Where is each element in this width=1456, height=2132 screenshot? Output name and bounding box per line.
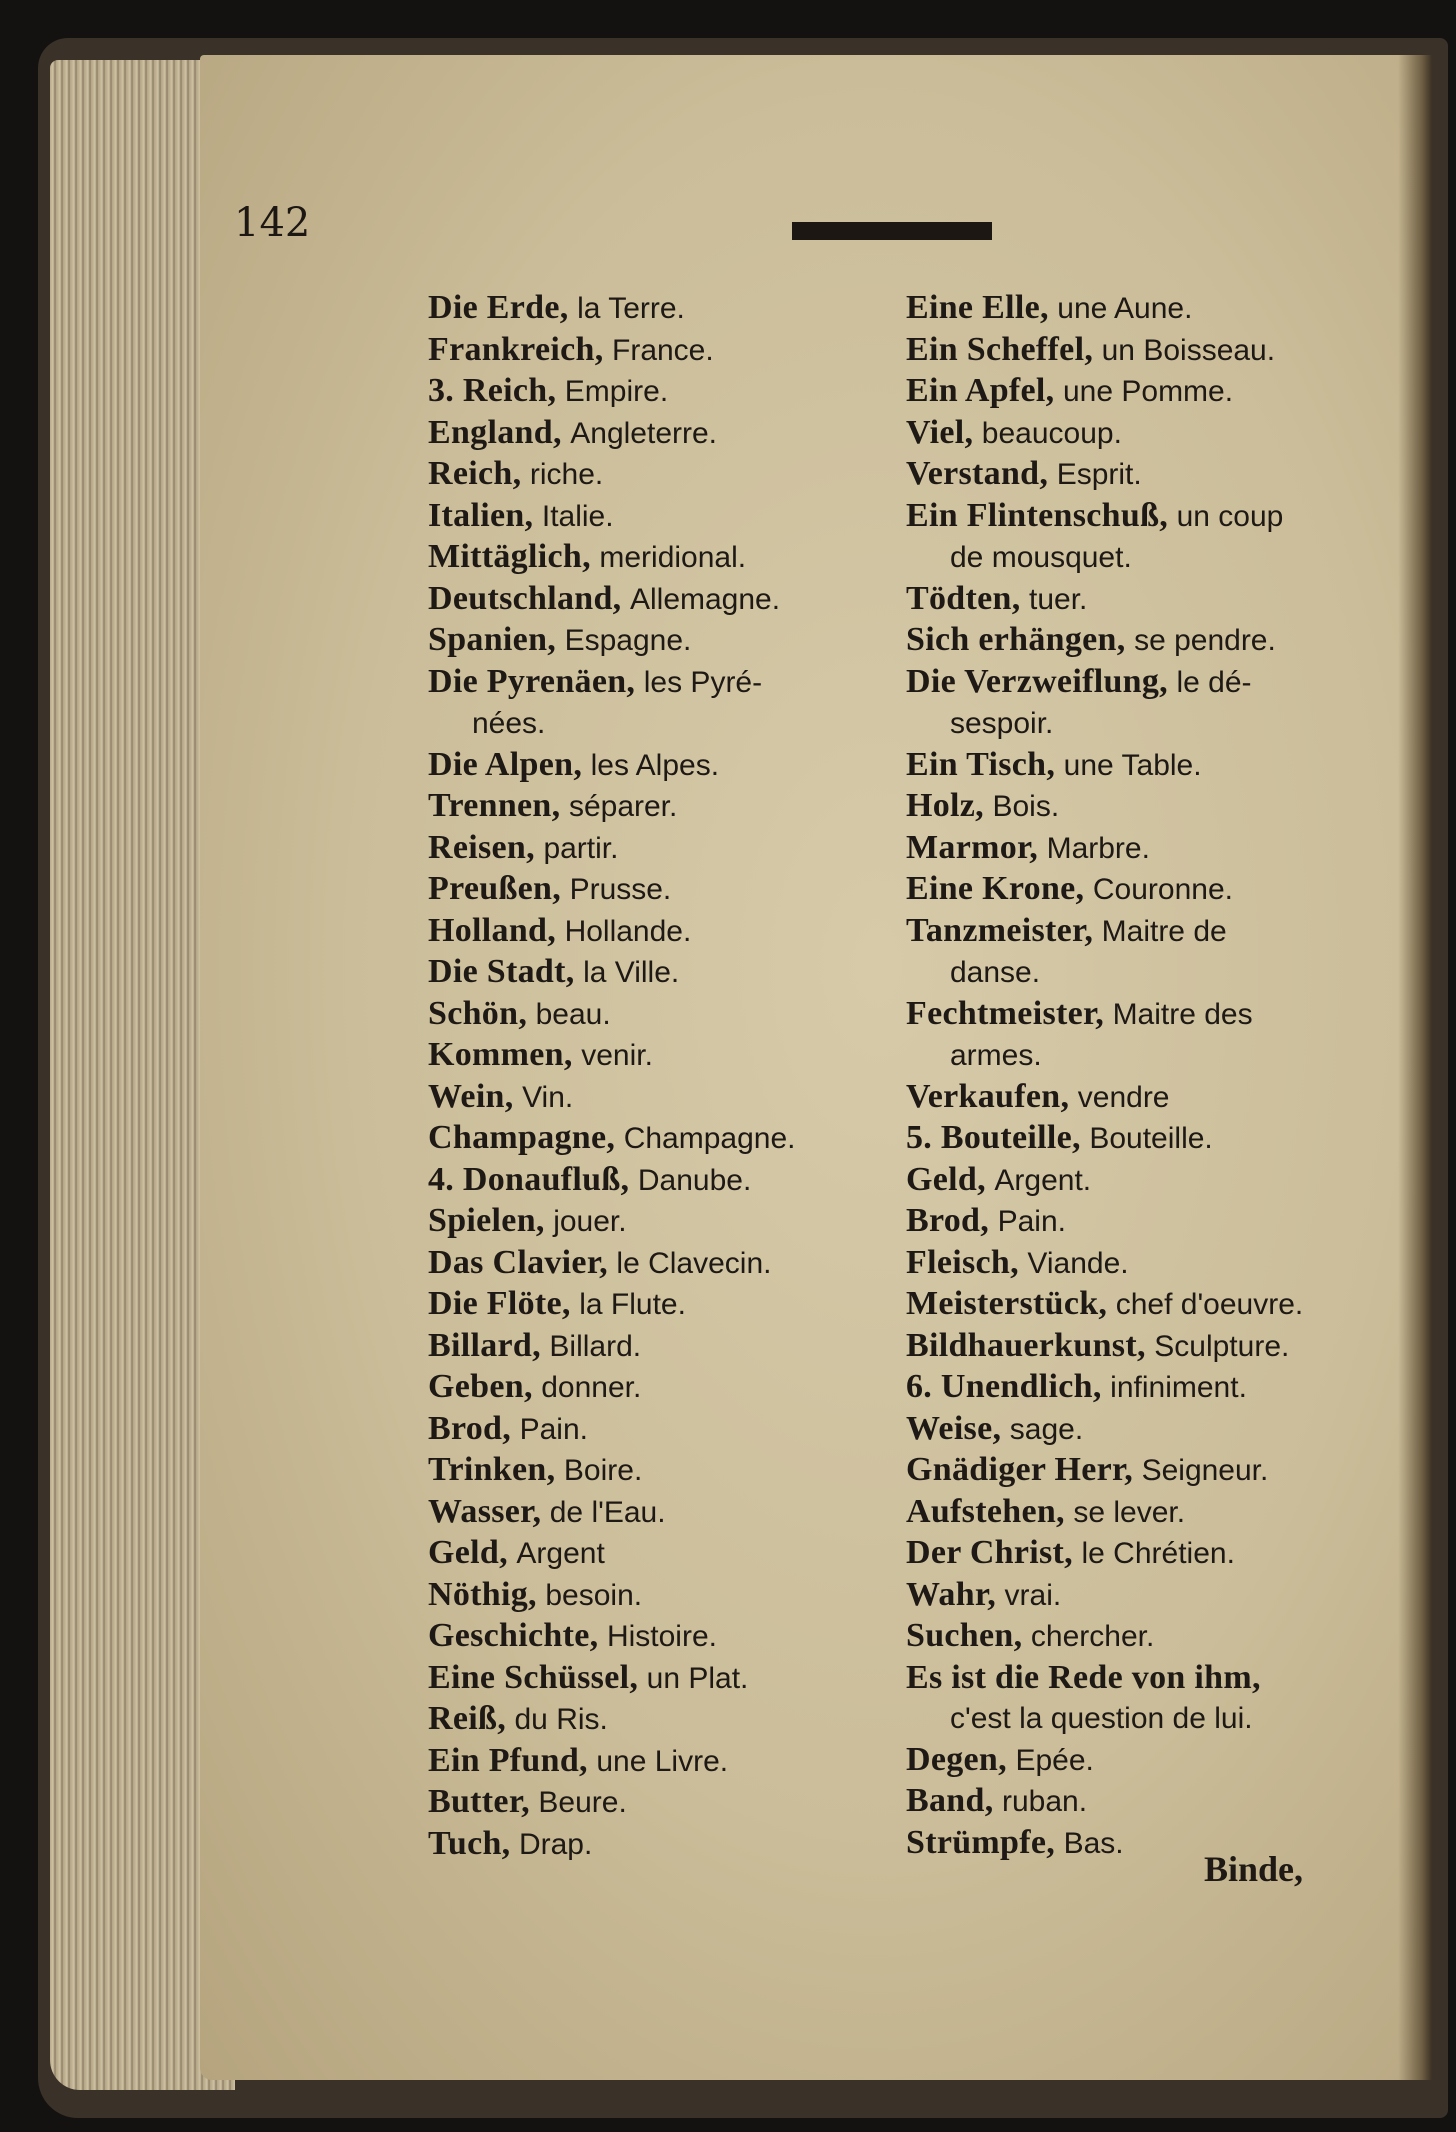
french-translation: venir. bbox=[581, 1039, 653, 1072]
german-word: Eine Krone, bbox=[906, 870, 1085, 907]
vocab-entry bbox=[906, 869, 1346, 911]
header-rule bbox=[792, 222, 992, 240]
french-translation: Prusse. bbox=[569, 873, 672, 906]
left-column bbox=[428, 288, 878, 1865]
french-translation: Argent. bbox=[994, 1163, 1092, 1197]
french-translation: armes. bbox=[950, 1039, 1042, 1072]
vocab-entry bbox=[428, 1284, 878, 1326]
french-translation: sespoir. bbox=[950, 707, 1054, 740]
german-word: Die Erde, bbox=[428, 289, 569, 326]
french-translation: Boire. bbox=[563, 1454, 643, 1487]
french-translation: du Ris. bbox=[514, 1703, 608, 1736]
french-translation: vendre bbox=[1077, 1080, 1170, 1114]
french-translation: une Livre. bbox=[596, 1744, 729, 1778]
german-word: Billard, bbox=[428, 1326, 541, 1364]
french-translation: une Aune. bbox=[1057, 292, 1193, 325]
vocab-entry bbox=[906, 1616, 1346, 1658]
german-word: Ein Apfel, bbox=[906, 372, 1055, 409]
vocab-entry bbox=[906, 703, 1346, 745]
german-word: Champagne, bbox=[428, 1119, 616, 1156]
french-translation: Esprit. bbox=[1056, 458, 1142, 491]
german-word: Preußen, bbox=[428, 870, 562, 907]
german-word: Die Pyrenäen, bbox=[428, 662, 636, 700]
vocab-entry bbox=[428, 1160, 878, 1202]
french-translation: Marbre. bbox=[1046, 831, 1150, 865]
german-word: Spanien, bbox=[428, 621, 557, 658]
vocab-entry bbox=[906, 1367, 1346, 1409]
vocab-entry bbox=[428, 1077, 878, 1119]
french-translation: Histoire. bbox=[606, 1620, 717, 1653]
french-translation: Espagne. bbox=[564, 624, 692, 657]
french-translation: jouer. bbox=[553, 1205, 627, 1238]
vocab-entry bbox=[906, 745, 1346, 787]
french-translation: chef d'oeuvre. bbox=[1115, 1288, 1304, 1321]
german-word: Brod, bbox=[428, 1409, 512, 1447]
french-translation: besoin. bbox=[545, 1578, 643, 1612]
right-column bbox=[906, 288, 1346, 1864]
vocab-entry bbox=[906, 371, 1346, 413]
german-word: Ein Tisch, bbox=[906, 745, 1056, 783]
german-word: Die Alpen, bbox=[428, 745, 583, 783]
german-word: Verkaufen, bbox=[906, 1077, 1070, 1115]
french-translation: de l'Eau. bbox=[549, 1495, 666, 1529]
german-word: Ein Scheffel, bbox=[906, 330, 1094, 368]
french-translation: Maitre de bbox=[1101, 914, 1227, 948]
german-word: Fechtmeister, bbox=[906, 994, 1105, 1032]
vocab-entry bbox=[906, 579, 1346, 621]
vocab-entry bbox=[906, 537, 1346, 579]
vocab-entry bbox=[428, 1243, 878, 1285]
french-translation: ruban. bbox=[1002, 1785, 1088, 1818]
french-translation: un Boisseau. bbox=[1101, 333, 1276, 367]
vocab-entry bbox=[428, 828, 878, 870]
german-word: Frankreich, bbox=[428, 330, 604, 368]
vocab-entry bbox=[906, 911, 1346, 953]
vocab-entry bbox=[906, 1450, 1346, 1492]
german-word: Kommen, bbox=[428, 1036, 573, 1073]
german-word: Tuch, bbox=[428, 1824, 511, 1862]
vocab-entry bbox=[428, 1118, 878, 1160]
vocab-entry bbox=[906, 620, 1346, 662]
german-word: Tanzmeister, bbox=[906, 911, 1094, 949]
french-translation: Epée. bbox=[1015, 1743, 1094, 1777]
vocab-entry bbox=[906, 952, 1346, 994]
french-translation: le dé- bbox=[1176, 665, 1252, 699]
french-translation: Empire. bbox=[564, 375, 669, 408]
vocab-entry bbox=[428, 1741, 878, 1783]
german-word: Viel, bbox=[906, 413, 974, 451]
french-translation: tuer. bbox=[1029, 582, 1088, 616]
french-translation: les Alpes. bbox=[590, 748, 720, 782]
german-word: Sich erhängen, bbox=[906, 621, 1126, 658]
vocab-entry bbox=[906, 330, 1346, 372]
vocab-entry bbox=[428, 1409, 878, 1451]
german-word: Wein, bbox=[428, 1077, 514, 1115]
german-word: 6. Unendlich, bbox=[906, 1368, 1102, 1405]
german-word: 3. Reich, bbox=[428, 372, 557, 409]
vocab-entry bbox=[428, 911, 878, 953]
german-word: Weise, bbox=[906, 1409, 1002, 1447]
vocab-entry bbox=[428, 1533, 878, 1575]
french-translation: Viande. bbox=[1027, 1246, 1129, 1280]
french-translation: Italie. bbox=[541, 499, 614, 533]
german-word: Schön, bbox=[428, 994, 528, 1032]
german-word: Degen, bbox=[906, 1740, 1007, 1778]
german-word: Nöthig, bbox=[428, 1575, 537, 1613]
french-translation: le Chrétien. bbox=[1081, 1537, 1235, 1570]
page-number: 142 bbox=[234, 200, 311, 246]
vocab-entry bbox=[906, 1035, 1346, 1077]
french-translation: Drap. bbox=[518, 1827, 593, 1861]
french-translation: un coup bbox=[1176, 499, 1284, 533]
catchword: Binde, bbox=[1204, 1849, 1304, 1889]
vocab-entry bbox=[428, 620, 878, 662]
german-word: Der Christ, bbox=[906, 1534, 1073, 1571]
german-word: Bildhauerkunst, bbox=[906, 1326, 1146, 1364]
vocab-entry bbox=[906, 786, 1346, 828]
german-word: Gnädiger Herr, bbox=[906, 1451, 1134, 1488]
vocab-entry bbox=[906, 1326, 1346, 1368]
french-translation: Billard. bbox=[549, 1329, 642, 1363]
vocab-entry bbox=[428, 869, 878, 911]
vocab-entry bbox=[428, 1367, 878, 1409]
french-translation: partir. bbox=[543, 831, 619, 865]
vocab-entry bbox=[906, 1492, 1346, 1534]
vocab-entry bbox=[428, 662, 878, 704]
french-translation: meridional. bbox=[599, 541, 747, 574]
vocab-entry bbox=[906, 454, 1346, 496]
vocab-entry bbox=[906, 413, 1346, 455]
vocab-entry bbox=[906, 662, 1346, 704]
gutter-shadow bbox=[1398, 55, 1432, 2080]
french-translation: Bois. bbox=[992, 790, 1060, 823]
french-translation: beau. bbox=[535, 997, 611, 1031]
german-word: Band, bbox=[906, 1782, 994, 1819]
german-word: Meisterstück, bbox=[906, 1285, 1108, 1322]
vocab-entry bbox=[428, 952, 878, 994]
vocab-entry bbox=[428, 1492, 878, 1534]
vocab-entry bbox=[428, 1824, 878, 1866]
vocab-entry bbox=[428, 454, 878, 496]
vocab-entry bbox=[428, 786, 878, 828]
french-translation: une Table. bbox=[1063, 748, 1202, 782]
german-word: Reich, bbox=[428, 455, 522, 492]
vocab-entry bbox=[428, 1575, 878, 1617]
german-word: Eine Schüssel, bbox=[428, 1658, 639, 1696]
vocab-entry bbox=[428, 579, 878, 621]
french-translation: c'est la question de lui. bbox=[950, 1702, 1253, 1735]
french-translation: Argent bbox=[516, 1537, 605, 1570]
vocab-entry bbox=[906, 1243, 1346, 1285]
french-translation: une Pomme. bbox=[1062, 375, 1234, 408]
french-translation: Couronne. bbox=[1092, 873, 1233, 906]
german-word: Ein Flintenschuß, bbox=[906, 496, 1169, 534]
vocab-entry bbox=[428, 413, 878, 455]
german-word: Trinken, bbox=[428, 1451, 556, 1488]
vocab-entry bbox=[428, 703, 878, 745]
vocab-entry bbox=[906, 288, 1346, 330]
german-word: Die Stadt, bbox=[428, 953, 575, 990]
german-word: Wasser, bbox=[428, 1492, 542, 1530]
german-word: Die Flöte, bbox=[428, 1285, 571, 1322]
german-word: Reiß, bbox=[428, 1700, 506, 1737]
vocab-entry bbox=[428, 1326, 878, 1368]
german-word: Holland, bbox=[428, 911, 557, 949]
german-word: Tödten, bbox=[906, 579, 1021, 617]
german-word: Marmor, bbox=[906, 828, 1039, 866]
german-word: England, bbox=[428, 413, 562, 451]
vocab-entry bbox=[428, 371, 878, 413]
vocab-entry bbox=[428, 1782, 878, 1824]
vocab-entry bbox=[906, 1077, 1346, 1119]
french-translation: Seigneur. bbox=[1141, 1454, 1269, 1487]
german-word: Geld, bbox=[906, 1160, 986, 1198]
french-translation: Bas. bbox=[1063, 1826, 1124, 1860]
vocab-entry bbox=[428, 1450, 878, 1492]
german-word: Suchen, bbox=[906, 1617, 1023, 1654]
french-translation: les Pyré- bbox=[643, 665, 763, 699]
french-translation: un Plat. bbox=[646, 1661, 749, 1695]
french-translation: la Ville. bbox=[583, 956, 680, 989]
german-word: Italien, bbox=[428, 496, 534, 534]
french-translation: vrai. bbox=[1004, 1578, 1062, 1612]
german-word: Holz, bbox=[906, 787, 984, 824]
vocab-entry bbox=[906, 496, 1346, 538]
vocab-entry bbox=[428, 496, 878, 538]
vocab-entry bbox=[906, 1201, 1346, 1243]
french-translation: la Terre. bbox=[577, 292, 685, 325]
french-translation: infiniment. bbox=[1110, 1371, 1247, 1404]
vocab-entry bbox=[428, 537, 878, 579]
french-translation: le Clavecin. bbox=[616, 1246, 772, 1280]
french-translation: Hollande. bbox=[564, 914, 692, 948]
vocab-entry bbox=[428, 288, 878, 330]
french-translation: la Flute. bbox=[579, 1288, 686, 1321]
vocab-entry bbox=[428, 1201, 878, 1243]
vocab-entry bbox=[428, 330, 878, 372]
french-translation: Allemagne. bbox=[629, 582, 781, 616]
german-word: Butter, bbox=[428, 1783, 530, 1820]
french-translation: se pendre. bbox=[1134, 624, 1276, 657]
german-word: 4. Donaufluß, bbox=[428, 1160, 630, 1198]
german-word: 5. Bouteille, bbox=[906, 1119, 1081, 1156]
french-translation: Sculpture. bbox=[1154, 1329, 1290, 1363]
german-word: Das Clavier, bbox=[428, 1243, 608, 1281]
german-word: Verstand, bbox=[906, 455, 1049, 492]
french-translation: France. bbox=[612, 333, 714, 367]
vocab-entry bbox=[906, 1118, 1346, 1160]
french-translation: Pain. bbox=[997, 1205, 1066, 1238]
german-word: Es ist die Rede von ihm, bbox=[906, 1658, 1261, 1696]
french-translation: Pain. bbox=[519, 1412, 588, 1446]
vocab-entry bbox=[906, 1533, 1346, 1575]
german-word: Die Verzweiflung, bbox=[906, 662, 1168, 700]
german-word: Reisen, bbox=[428, 828, 535, 866]
french-translation: donner. bbox=[541, 1371, 642, 1404]
french-translation: sage. bbox=[1009, 1412, 1084, 1446]
german-word: Mittäglich, bbox=[428, 538, 591, 575]
french-translation: riche. bbox=[529, 458, 604, 491]
french-translation: Vin. bbox=[522, 1080, 574, 1114]
vocab-entry bbox=[906, 1698, 1346, 1740]
french-translation: beaucoup. bbox=[981, 416, 1122, 450]
french-translation: Beure. bbox=[538, 1786, 627, 1819]
vocab-entry bbox=[906, 1740, 1346, 1782]
german-word: Deutschland, bbox=[428, 579, 622, 617]
vocab-entry bbox=[906, 1658, 1346, 1699]
vocab-entry bbox=[906, 1160, 1346, 1202]
vocab-entry bbox=[428, 994, 878, 1036]
german-word: Geschichte, bbox=[428, 1617, 599, 1654]
german-word: Eine Elle, bbox=[906, 289, 1049, 326]
french-translation: Maitre des bbox=[1112, 997, 1253, 1031]
german-word: Wahr, bbox=[906, 1575, 997, 1613]
vocab-entry bbox=[906, 1284, 1346, 1326]
german-word: Trennen, bbox=[428, 787, 561, 824]
german-word: Aufstehen, bbox=[906, 1492, 1065, 1530]
german-word: Ein Pfund, bbox=[428, 1741, 588, 1779]
french-translation: Angleterre. bbox=[570, 416, 718, 450]
vocab-entry bbox=[428, 1699, 878, 1741]
german-word: Geben, bbox=[428, 1368, 533, 1405]
french-translation: de mousquet. bbox=[950, 541, 1132, 574]
french-translation: Champagne. bbox=[623, 1122, 796, 1155]
vocab-entry bbox=[906, 994, 1346, 1036]
french-translation: séparer. bbox=[568, 790, 678, 823]
vocab-entry bbox=[906, 1409, 1346, 1451]
french-translation: chercher. bbox=[1030, 1620, 1155, 1653]
french-translation: nées. bbox=[472, 707, 546, 740]
german-word: Geld, bbox=[428, 1534, 508, 1571]
vocab-entry bbox=[428, 1658, 878, 1700]
german-word: Spielen, bbox=[428, 1202, 545, 1239]
french-translation: Bouteille. bbox=[1089, 1122, 1213, 1155]
french-translation: Danube. bbox=[637, 1163, 752, 1197]
vocab-entry bbox=[906, 1781, 1346, 1823]
vocab-entry bbox=[428, 1035, 878, 1077]
vocab-entry bbox=[428, 1616, 878, 1658]
german-word: Fleisch, bbox=[906, 1243, 1019, 1281]
french-translation: danse. bbox=[950, 956, 1041, 989]
vocab-entry bbox=[428, 745, 878, 787]
vocab-entry bbox=[906, 1575, 1346, 1617]
german-word: Brod, bbox=[906, 1202, 990, 1239]
vocab-entry bbox=[906, 828, 1346, 870]
german-word: Strümpfe, bbox=[906, 1823, 1056, 1861]
french-translation: se lever. bbox=[1073, 1495, 1186, 1529]
